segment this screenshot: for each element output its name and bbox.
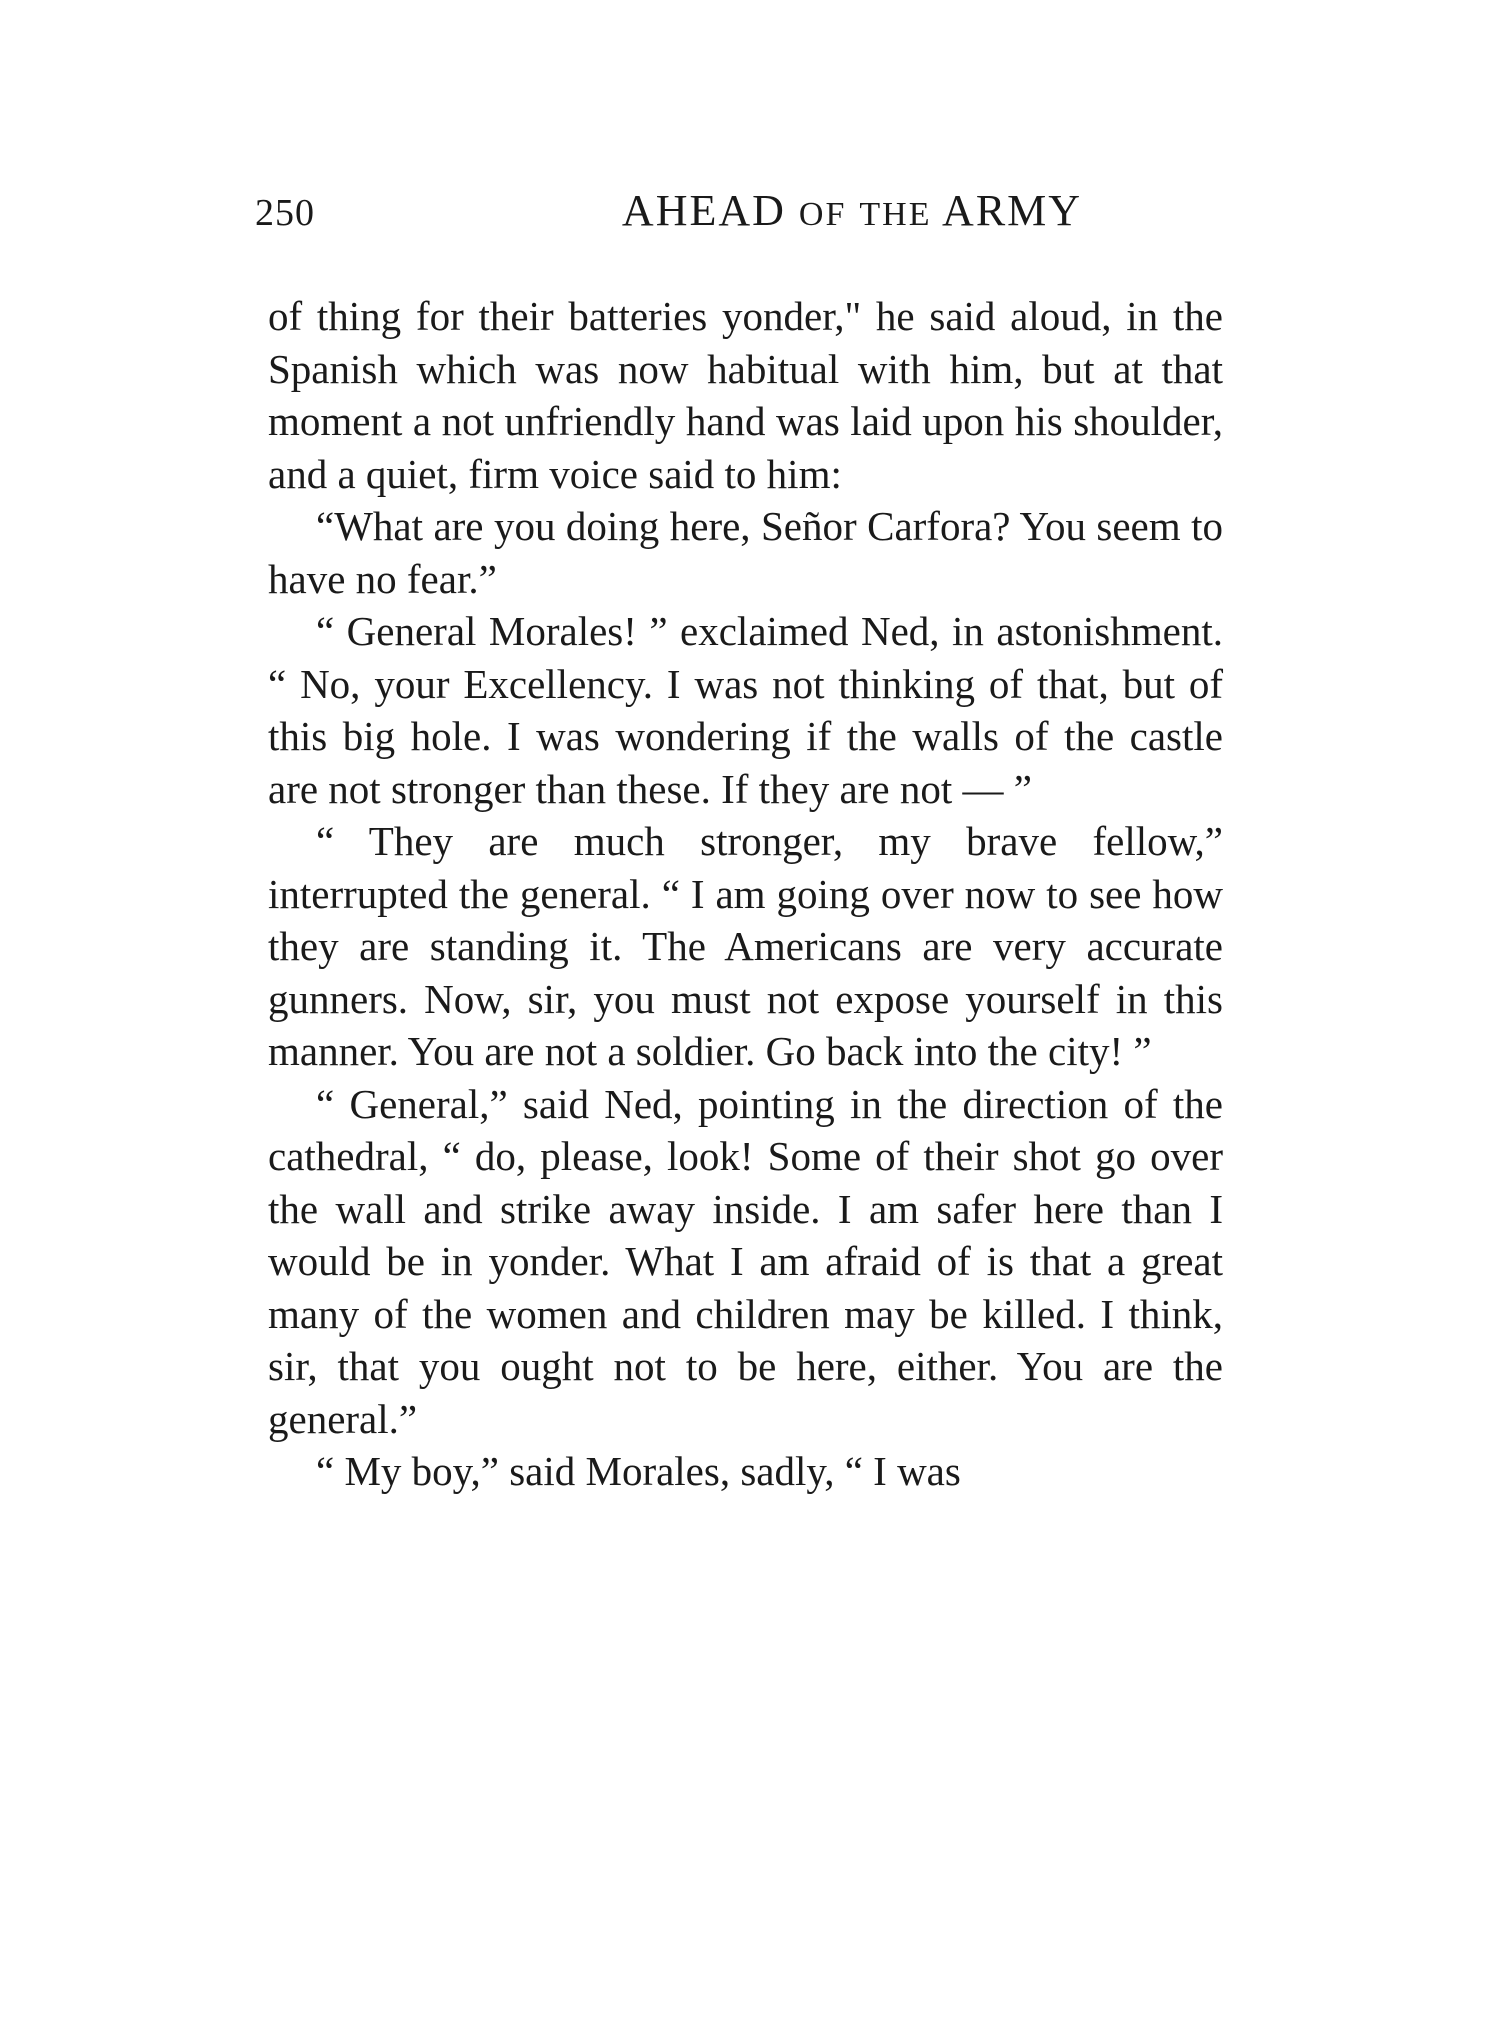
paragraph: of thing for their batteries yonder," he said aloud, in the Spanish which was now habitual with him, but at that moment a not unfriendly hand was laid upon his shoulder, and a quiet, firm voice said to him: (268, 293, 1223, 497)
running-head-word-3: THE (859, 196, 932, 233)
page-number: 250 (255, 192, 315, 234)
body-text (268, 290, 1223, 1498)
running-head-word-2: OF (798, 196, 847, 233)
page-header (255, 185, 1245, 236)
running-head (465, 185, 1245, 236)
running-head-word-1: AHEAD (621, 186, 786, 235)
paragraph: “ General,” said Ned, pointing in the direction of the cathedral, “ do, please, look! Some of their shot go over the wall and strike away inside. I am safer here than I would be in yonder. What I am afraid of is that a great many of the women and children may be killed. I think, sir, that you ought not to be here, either. You are the general.” (268, 1080, 1223, 1442)
paragraph: “ They are much stronger, my brave fellow,” interrupted the general. “ I am going over now to see how they are standing it. The Americans are very accurate gunners. Now, sir, you must not expose yourself in this manner. You are not a soldier. Go back into the city! ” (268, 818, 1223, 1074)
paragraph: “What are you doing here, Señor Carfora? You seem to have no fear.” (268, 503, 1223, 602)
running-head-word-4: ARMY (942, 186, 1083, 235)
paragraph: “ My boy,” said Morales, sadly, “ I was (316, 1448, 961, 1494)
paragraph: “ General Morales! ” exclaimed Ned, in astonishment. “ No, your Excellency. I was not thinking of that, but of this big hole. I was wondering if the walls of the castle are not stronger than these. If they are not — ” (268, 608, 1223, 812)
